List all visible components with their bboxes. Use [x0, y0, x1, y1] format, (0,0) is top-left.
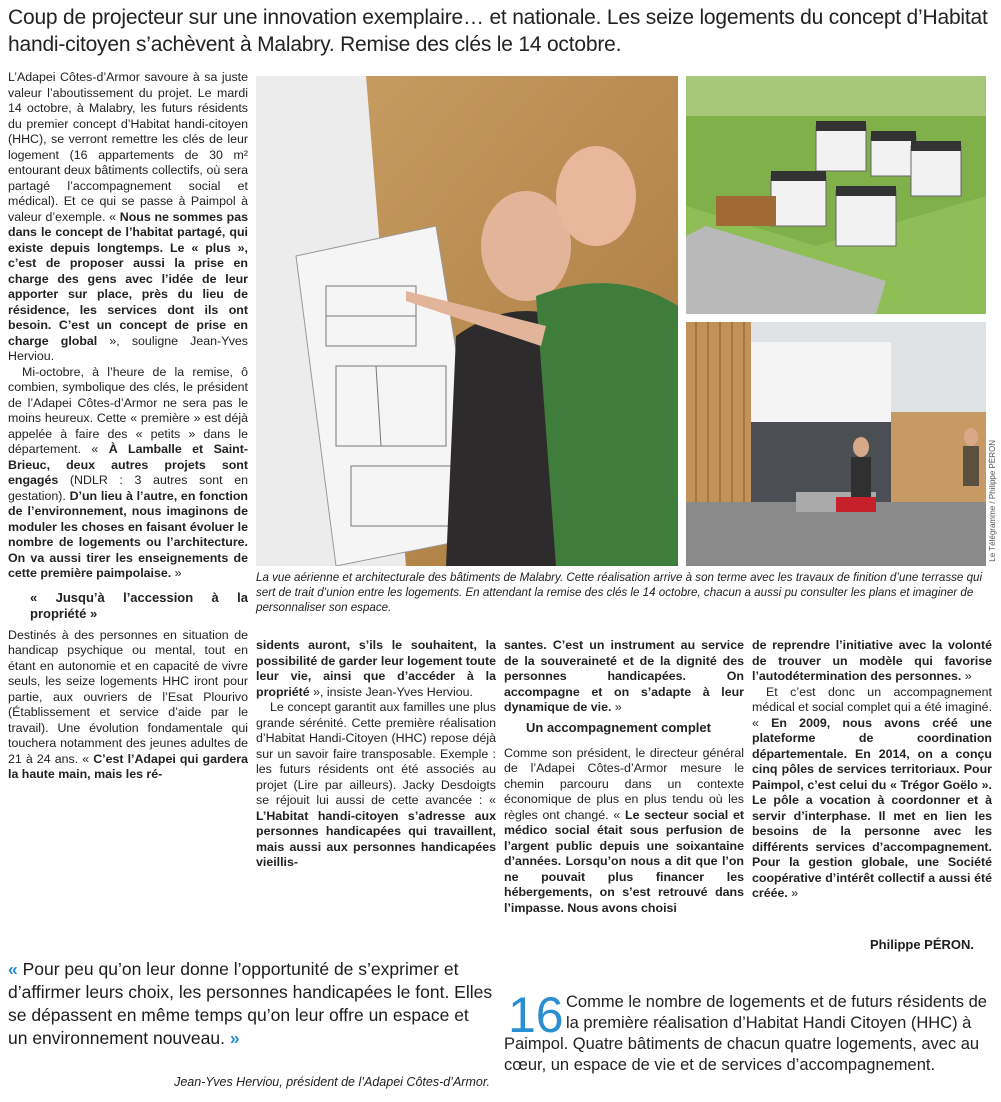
article-lead: Coup de projecteur sur une innovation exemplaire… et nationale. Les seize logements du concept d’Habitat handi-citoyen s’achèvent à Malabry. Remise des clés le 14 octobre.: [8, 6, 988, 56]
author-signature: Philippe PÉRON.: [870, 937, 975, 952]
quote-text: Pour peu qu’on leur donne l’opportunité de s’exprimer et d’affirmer leurs choix, les personnes handicapées le font. Elles se dépassent en même temps qu’on leur offre un espace et un environnement nouveau.: [8, 959, 493, 1048]
column-4: [752, 638, 992, 902]
paragraph: Le concept garantit aux familles une plus grande sérénité. Cette première réalisation d’Habitat Handi-Citoyen (HHC) repose déjà sur un savoir faire transposable. Exemple : les futurs résidents ont été associés au projet (Lire par ailleurs). Jacky Desdoigts se réjouit lui aussi de cette avancée : « L’Habitat handi-citoyen s’adresse aux personnes handicapées qui travaillent, mais aussi aux personnes handicapées vieillis-: [256, 700, 496, 869]
paragraph: santes. C’est un instrument au service de la souveraineté et de la dignité des personnes handicapées. On accompagne et on s’adapte à leur dynamique de vie. »: [504, 638, 744, 714]
quote-open-mark: «: [8, 959, 18, 979]
paragraph: Mi-octobre, à l’heure de la remise, ô combien, symbolique des clés, le président de l’Adapei Côtes-d’Armor ne sera pas le moins heureux. Cette « première » est déjà appelée à faire des « petits » dans le département. « À Lamballe et Saint-Brieuc, deux autres projets sont engagés (NDLR : 3 autres sont en gestation). D’un lieu à l’autre, en fonction de l’environnement, nous imaginons de moduler les choses en faisant évoluer le nombre de logements ou l’architecture. On va aussi tirer les enseignements de cette première paimpolaise. »: [8, 364, 248, 580]
photo-plans: [256, 76, 678, 566]
quote-author: Jean-Yves Herviou, président de l’Adapei Côtes-d’Armor.: [174, 1075, 490, 1089]
paragraph: Destinés à des personnes en situation de handicap psychique ou mental, tout en étant en autonomie et en capacité de vivre seuls, les seize logements HHC iront pour partie, aux ouvriers de l’Esat Plourivo (Établissement et service d’aide par le travail). Une évolution fondamentale qui touchera notamment des jeunes adultes de 21 à 24 ans. « C’est l’Adapei qui gardera la haute main, mais les ré-: [8, 627, 248, 781]
paragraph: Et c’est donc un accompagnement médical et social complet qui a été imaginé. « En 2009, nous avons créé une plateforme de coordination départementale. En 2014, on a conçu cinq pôles de services territoriaux. Pour Paimpol, c’est celui du « Trégor Goëlo ». Le pôle a vocation à coordonner et à servir d’interphase. Il met en lien les besoins de la personne avec les différents services d’accompagnement. Pour la gestion globale, une Société coopérative d’intérêt collectif a aussi été créée. »: [752, 684, 992, 900]
factbox-number: 16: [508, 987, 564, 1043]
photo-caption: La vue aérienne et architecturale des bâtiments de Malabry. Cette réalisation arrive à son terme avec les travaux de finition d’une terrasse qui sert de trait d’union entre les logements. En attendant la remise des clés le 14 octobre, chacun a aussi pu consulter les plans et imaginer de personnaliser son espace.: [256, 571, 983, 614]
photo-credit: Le Télégramme / Philippe PÉRON: [988, 440, 997, 562]
quote-close-mark: »: [229, 1028, 240, 1048]
paragraph: de reprendre l’initiative avec la volonté de trouver un modèle qui favorise l’autodétermination des personnes. »: [752, 638, 992, 683]
factbox-text: Comme le nombre de logements et de futurs résidents de la première réalisation d’Habitat Handi Citoyen (HHC) à Paimpol. Quatre bâtiments de chacun quatre logements, avec au cœur, un espace de vie et de services d’accompagnement.: [504, 993, 987, 1074]
photo-aerial-render: [686, 76, 986, 314]
pull-quote: [8, 958, 493, 1050]
photo-construction-illustration: [686, 322, 986, 566]
column-3: [504, 638, 744, 916]
photo-plans-illustration: [256, 76, 678, 566]
subheading: « Jusqu’à l’accession à la propriété »: [30, 589, 248, 621]
photo-construction: [686, 322, 986, 566]
column-1: [8, 70, 248, 783]
subheading: Un accompagnement complet: [526, 719, 711, 735]
photo-aerial-illustration: [686, 76, 986, 314]
paragraph: sidents auront, s’ils le souhaitent, la possibilité de garder leur logement toute leur vie, ainsi que d’accéder à la propriété », insiste Jean-Yves Herviou.: [256, 638, 496, 699]
paragraph: L’Adapei Côtes-d’Armor savoure à sa juste valeur l’aboutissement du projet. Le mardi 14 octobre, à Malabry, les futurs résidents du premier concept d’Habitat handi-citoyen (HHC), se verront remettre les clés de leur logement (16 appartements de 30 m² entourant deux bâtiments collectifs, où sera partagé l’accompagnement social et médical). Et ce qui se passe à Paimpol à valeur d’exemple. « Nous ne sommes pas dans le concept de l’habitat partagé, qui existe depuis longtemps. Le « plus », c’est de proposer aussi la prise en charge des gens avec l’idée de leur apporter sur place, près du lieu de résidence, les services dont ils ont besoin. C’est un concept de prise en charge global », souligne Jean-Yves Herviou.: [8, 70, 248, 363]
paragraph: Comme son président, le directeur général de l’Adapei Côtes-d’Armor mesure le chemin parcouru dans un contexte économique de plus en plus tendu où les règles ont changé. « Le secteur social et médico social était sous perfusion de l’argent public depuis une soixantaine d’années. Lorsqu’on nous a dit que l’on ne pouvait plus financer les hébergements, on s’est retrouvé dans l’impasse. Nous avons choisi: [504, 745, 744, 915]
column-2: [256, 638, 496, 871]
